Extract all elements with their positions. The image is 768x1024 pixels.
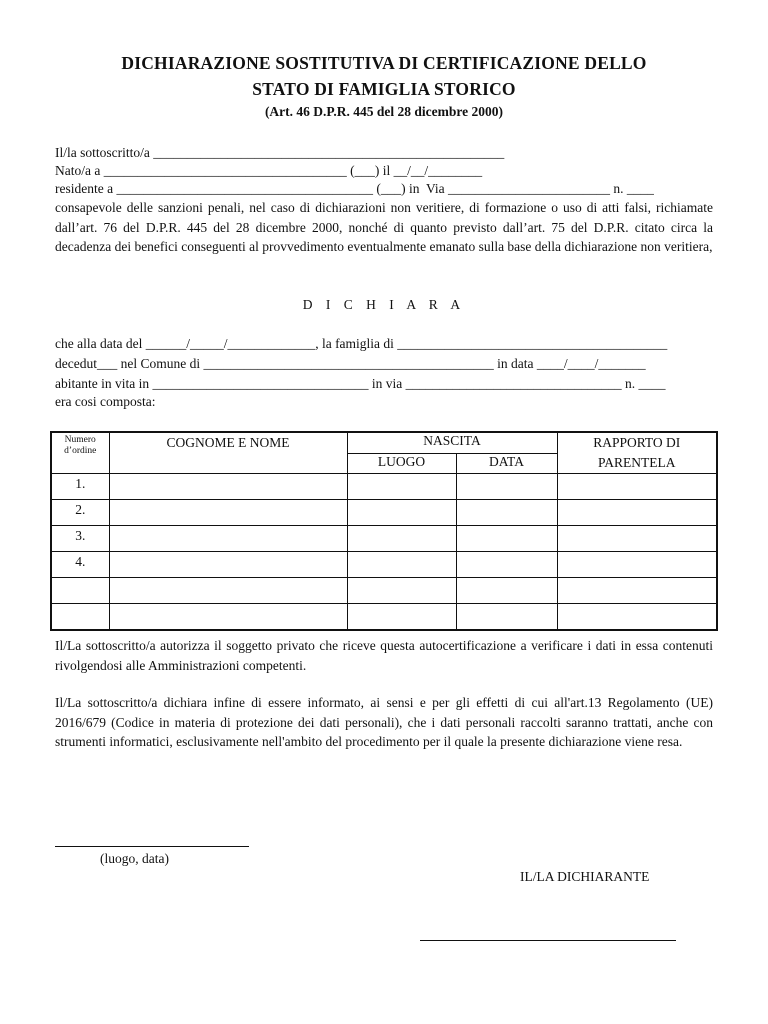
table-row	[51, 578, 717, 604]
cell-luogo[interactable]	[347, 604, 456, 631]
intro-birth-line[interactable]: Nato/a a ____________________________________ (___) il __/__/________	[55, 163, 483, 178]
intro-name-line[interactable]: Il/la sottoscritto/a ____________________________________________________	[55, 145, 505, 160]
declaration-address-line[interactable]: abitante in vita in ________________________________ in via ________________________________ n. ____	[55, 376, 666, 391]
cell-data[interactable]	[456, 604, 557, 631]
luogo-data-label: (luogo, data)	[100, 851, 169, 866]
signature-line[interactable]	[420, 940, 676, 941]
cell-cognome-nome[interactable]	[109, 578, 347, 604]
cell-data[interactable]	[456, 474, 557, 500]
cell-cognome-nome[interactable]	[109, 526, 347, 552]
row-number: 2.	[51, 500, 109, 526]
table-row	[51, 604, 717, 631]
cell-cognome-nome[interactable]	[109, 500, 347, 526]
dichiara-heading: D I C H I A R A	[302, 297, 466, 312]
cell-luogo[interactable]	[347, 500, 456, 526]
cell-rapporto[interactable]	[557, 500, 717, 526]
cell-cognome-nome[interactable]	[109, 474, 347, 500]
table-row	[51, 552, 717, 578]
declaration-date-line[interactable]: che alla data del ______/_____/_____________, la famiglia di ________________________________________	[55, 336, 668, 351]
cell-luogo[interactable]	[347, 578, 456, 604]
cell-data[interactable]	[456, 552, 557, 578]
family-table	[50, 431, 718, 631]
cell-luogo[interactable]	[347, 526, 456, 552]
row-number	[51, 604, 109, 631]
luogo-data-line[interactable]	[55, 846, 249, 847]
cell-luogo[interactable]	[347, 474, 456, 500]
cell-rapporto[interactable]	[557, 526, 717, 552]
header-rapporto-parentela: RAPPORTO DI PARENTELA	[557, 432, 717, 474]
row-number: 1.	[51, 474, 109, 500]
dichiarante-label: IL/LA DICHIARANTE	[520, 869, 650, 884]
table-row	[51, 526, 717, 552]
table-row	[51, 474, 717, 500]
cell-rapporto[interactable]	[557, 552, 717, 578]
document-subtitle: (Art. 46 D.P.R. 445 del 28 dicembre 2000)	[264, 104, 504, 119]
cell-cognome-nome[interactable]	[109, 552, 347, 578]
header-luogo: LUOGO	[347, 453, 456, 473]
authorization-paragraph: Il/La sottoscritto/a autorizza il soggetto privato che riceve questa autocertificazione a verificare i dati in essa contenuti rivolgendosi alle Amministrazioni competenti.	[55, 638, 713, 673]
row-number: 3.	[51, 526, 109, 552]
declaration-death-line[interactable]: decedut___ nel Comune di ___________________________________________ in data ____/____/_______	[55, 356, 646, 371]
header-data: DATA	[456, 453, 557, 473]
intro-residence-line[interactable]: residente a ______________________________________ (___) in Via ________________________ n. ____	[55, 181, 654, 196]
row-number: 4.	[51, 552, 109, 578]
intro-paragraph: consapevole delle sanzioni penali, nel caso di dichiarazioni non veritiere, di formazione o uso di atti falsi, richiamate dall’art. 76 del D.P.R. 445 del 28 dicembre 2000, nonché di quanto previsto dall’art. 75 del D.P.R. citato circa la decadenza dei benefici conseguenti al provvedimento eventualmente emanato sulla base della dichiarazione non veritiera,	[55, 200, 713, 254]
cell-rapporto[interactable]	[557, 604, 717, 631]
privacy-paragraph: Il/La sottoscritto/a dichiara infine di essere informato, ai sensi e per gli effetti di cui all'art.13 Regolamento (UE) 2016/679 (Codice in materia di protezione dei dati personali), che i dati personali raccolti saranno trattati, anche con strumenti informatici, esclusivamente nell'ambito del procedimento per il quale la presente dichiarazione viene resa.	[55, 695, 713, 749]
cell-rapporto[interactable]	[557, 474, 717, 500]
document-title-line-2: STATO DI FAMIGLIA STORICO	[252, 79, 516, 99]
cell-rapporto[interactable]	[557, 578, 717, 604]
table-row	[51, 500, 717, 526]
document-title-line-1: DICHIARAZIONE SOSTITUTIVA DI CERTIFICAZIONE DELLO	[121, 53, 647, 73]
cell-cognome-nome[interactable]	[109, 604, 347, 631]
row-number	[51, 578, 109, 604]
header-numero-ordine: Numero d’ordine	[51, 432, 109, 474]
header-nascita: NASCITA	[347, 432, 557, 453]
declaration-composition-line: era cosi composta:	[55, 394, 156, 409]
header-cognome-nome: COGNOME E NOME	[109, 432, 347, 474]
cell-data[interactable]	[456, 500, 557, 526]
cell-data[interactable]	[456, 578, 557, 604]
cell-data[interactable]	[456, 526, 557, 552]
cell-luogo[interactable]	[347, 552, 456, 578]
